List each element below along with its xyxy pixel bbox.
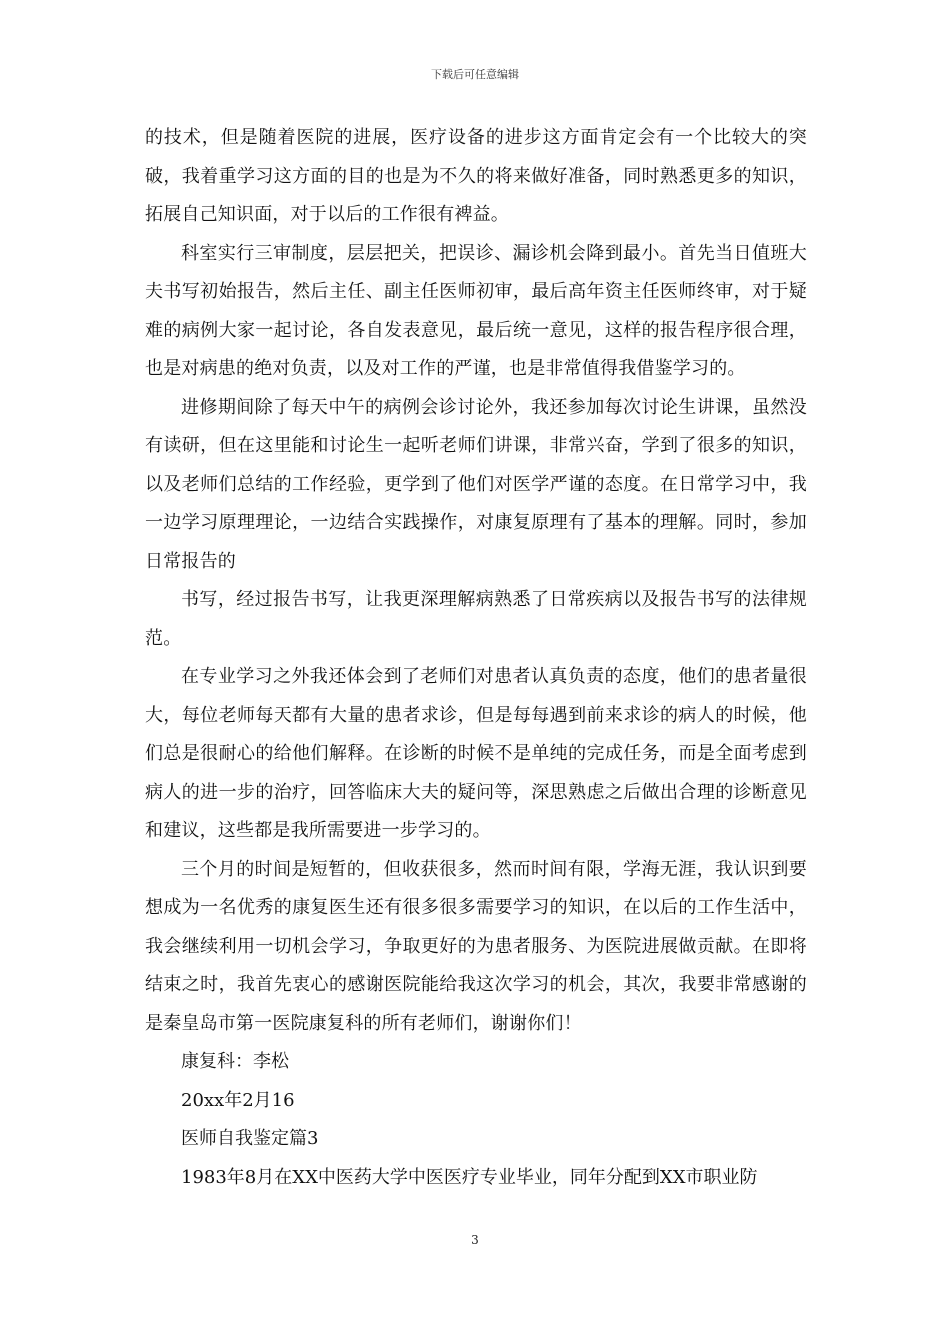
signature-date: 20xx年2月16 [181,1089,295,1111]
paragraph: 进修期间除了每天中午的病例会诊讨论外，我还参加每次讨论生讲课，虽然没有读研，但在这里能和讨论生一起听老师们讲课，非常兴奋，学到了很多的知识，以及老师们总结的工作经验，更学到了他们对医学严谨的态度。在日常学习中，我一边学习原理理论，一边结合实践操作，对康复原理有了基本的理解。同时，参加日常报告的 [145,396,807,572]
paragraph: 书写，经过报告书写，让我更深理解病熟悉了日常疾病以及报告书写的法律规范。 [145,589,807,649]
paragraph: 在专业学习之外我还体会到了老师们对患者认真负责的态度，他们的患者量很大，每位老师每天都有大量的患者求诊，但是每每遇到前来求诊的病人的时候，他们总是很耐心的给他们解释。在诊断的时候不是单纯的完成任务，而是全面考虑到病人的进一步的治疗，回答临床大夫的疑问等，深思熟虑之后做出合理的诊断意见和建议，这些都是我所需要进一步学习的。 [145,666,807,841]
page-header: 下载后可任意编辑 [431,68,519,81]
paragraph-start: 1983年8月在XX中医药大学中医医疗专业毕业，同年分配到XX市职业防 [181,1166,758,1188]
signature-department: 康复科：李松 [181,1051,289,1072]
document-body [145,119,807,1197]
paragraph: 的技术，但是随着医院的进展，医疗设备的进步这方面肯定会有一个比较大的突破，我着重学习这方面的目的也是为不久的将来做好准备，同时熟悉更多的知识，拓展自己知识面，对于以后的工作很有裨益。 [145,127,807,225]
section-title: 医师自我鉴定篇3 [181,1128,319,1149]
paragraph: 科室实行三审制度，层层把关，把误诊、漏诊机会降到最小。首先当日值班大夫书写初始报告，然后主任、副主任医师初审，最后高年资主任医师终审，对于疑难的病例大家一起讨论，各自发表意见，最后统一意见，这样的报告程序很合理，也是对病患的绝对负责，以及对工作的严谨，也是非常值得我借鉴学习的。 [145,242,807,379]
paragraph: 三个月的时间是短暂的，但收获很多，然而时间有限，学海无涯，我认识到要想成为一名优秀的康复医生还有很多很多需要学习的知识，在以后的工作生活中，我会继续利用一切机会学习，争取更好的为患者服务、为医院进展做贡献。在即将结束之时，我首先衷心的感谢医院能给我这次学习的机会，其次，我要非常感谢的是秦皇岛市第一医院康复科的所有老师们，谢谢你们！ [145,858,807,1034]
page-number: 3 [471,1233,479,1247]
